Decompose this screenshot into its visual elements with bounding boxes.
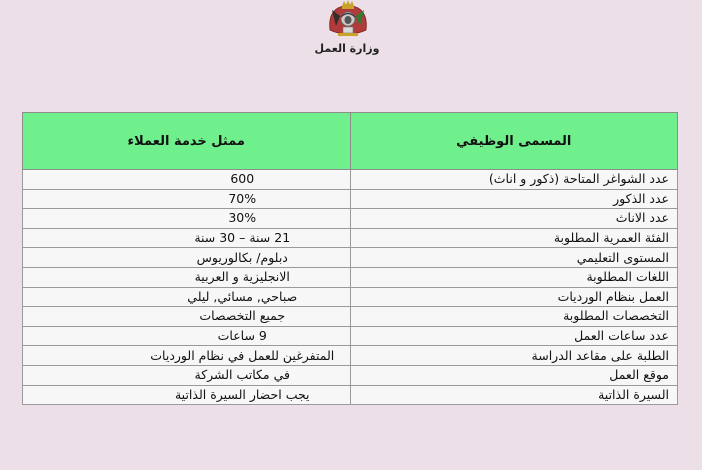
row-field-label: موقع العمل <box>350 365 678 385</box>
row-field-label: التخصصات المطلوبة <box>350 307 678 327</box>
row-field-label: عدد الاناث <box>350 209 678 229</box>
table-row <box>23 189 678 209</box>
row-field-label: الفئة العمرية المطلوبة <box>350 228 678 248</box>
table-row <box>23 385 678 405</box>
table-row <box>23 248 678 268</box>
row-field-label: الطلبة على مقاعد الدراسة <box>350 346 678 366</box>
table-header-row <box>23 113 678 170</box>
row-field-value: يجب احضار السيرة الذاتية <box>23 385 351 405</box>
row-field-value: صباحي, مسائي, ليلي <box>23 287 351 307</box>
row-field-value: 600 <box>23 170 351 190</box>
table-row <box>23 307 678 327</box>
table-row <box>23 267 678 287</box>
job-details-table <box>22 112 678 405</box>
column-header-field: المسمى الوظيفي <box>350 113 678 170</box>
table-row <box>23 228 678 248</box>
column-header-value: ممثل خدمة العملاء <box>23 113 351 170</box>
row-field-label: المستوى التعليمي <box>350 248 678 268</box>
row-field-label: العمل بنظام الورديات <box>350 287 678 307</box>
row-field-value: الانجليزية و العربية <box>23 267 351 287</box>
row-field-value: 70% <box>23 189 351 209</box>
ministry-logo <box>310 0 390 62</box>
row-field-label: السيرة الذاتية <box>350 385 678 405</box>
row-field-label: عدد ساعات العمل <box>350 326 678 346</box>
jordan-coat-of-arms-icon <box>324 0 372 38</box>
row-field-label: عدد الشواغر المتاحة (ذكور و اناث) <box>350 170 678 190</box>
row-field-value: جميع التخصصات <box>23 307 351 327</box>
table-row <box>23 346 678 366</box>
row-field-value: في مكاتب الشركة <box>23 365 351 385</box>
row-field-value: دبلوم/ بكالوريوس <box>23 248 351 268</box>
row-field-value: 30% <box>23 209 351 229</box>
row-field-label: اللغات المطلوبة <box>350 267 678 287</box>
table-row <box>23 170 678 190</box>
table-row <box>23 326 678 346</box>
row-field-label: عدد الذكور <box>350 189 678 209</box>
table-row <box>23 209 678 229</box>
table-row <box>23 287 678 307</box>
table-row <box>23 365 678 385</box>
row-field-value: المتفرغين للعمل في نظام الورديات <box>23 346 351 366</box>
ministry-name: وزارة العمل <box>314 42 380 55</box>
row-field-value: 21 سنة – 30 سنة <box>23 228 351 248</box>
row-field-value: 9 ساعات <box>23 326 351 346</box>
